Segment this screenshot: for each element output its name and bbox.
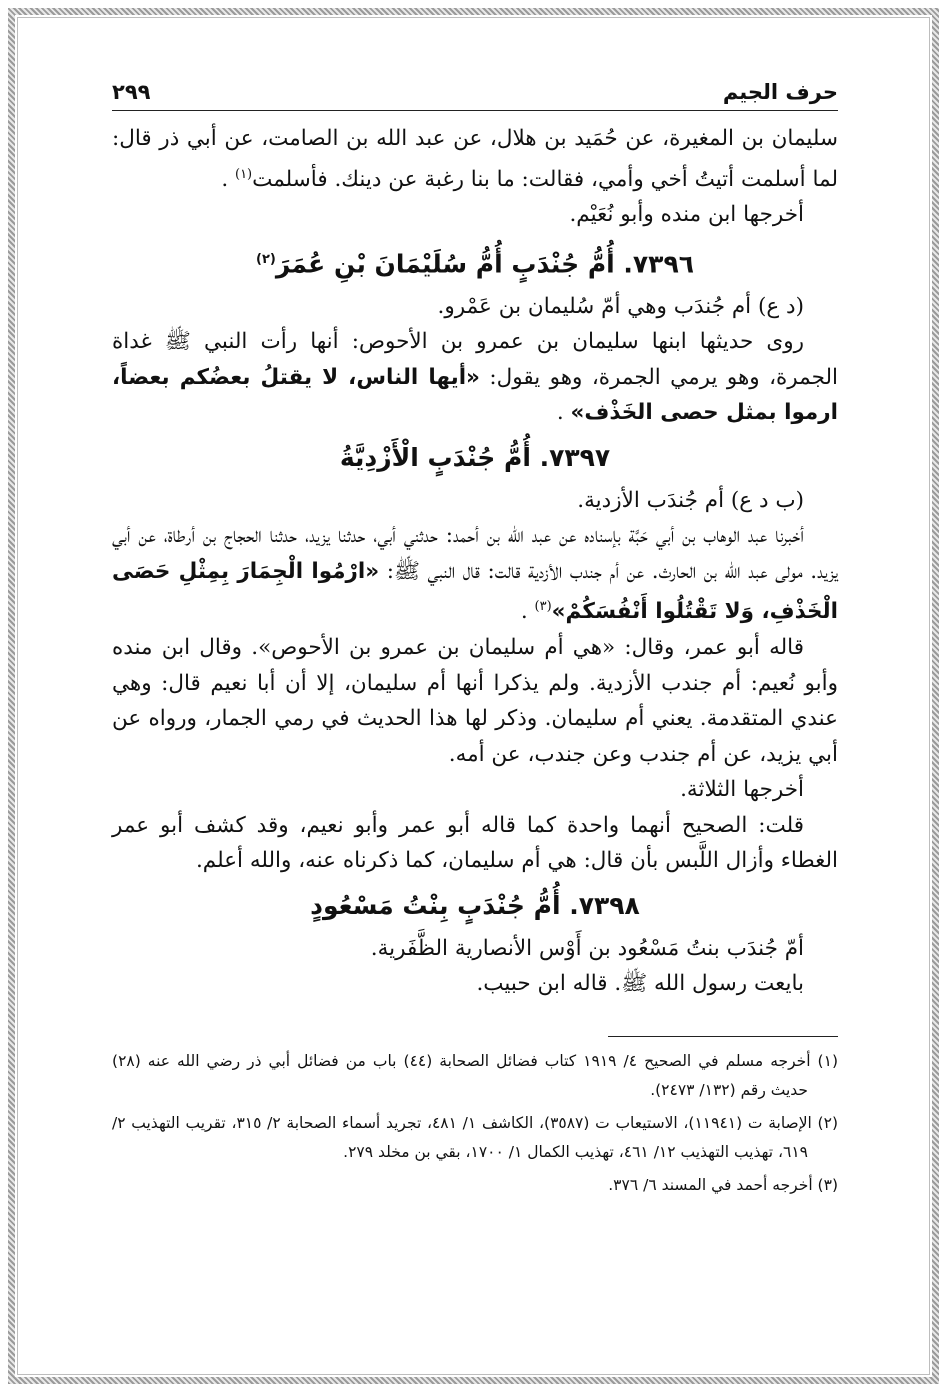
paragraph [112, 289, 838, 325]
footnote-marker: (١) [234, 166, 253, 182]
text-run: (د ع) أم جُندَب وهي أمّ سُليمان بن عَمْرو. [437, 293, 804, 319]
text-run: ٧٣٩٨. أُمُّ جُنْدَبٍ بِنْتُ مَسْعُودٍ [310, 890, 640, 920]
paragraph [112, 772, 838, 808]
text-run: ٧٣٩٧. أُمُّ جُنْدَبٍ الْأَزْدِيَّةُ [339, 442, 611, 472]
footnotes [112, 1047, 838, 1200]
entry-title [112, 435, 838, 481]
footnote: (٣) أخرجه أحمد في المسند ٦/ ٣٧٦. [608, 1175, 838, 1194]
text-run: ٧٣٩٦. أُمُّ جُنْدَبٍ أُمُّ سُلَيْمَانَ بْنِ عُمَرَ [275, 248, 694, 278]
text-run: بايعت رسول الله ﷺ. قاله ابن حبيب. [476, 971, 804, 997]
text-run: أخرجها الثلاثة. [680, 777, 804, 803]
footnote-marker: (٣) [534, 599, 552, 615]
text-run: روى حديثها ابنها سليمان بن عمرو بن الأحوص: أنها رأت النبي ﷺ غداة الجمرة، وهو يرمي الجمرة، وهو يقول: [112, 329, 838, 390]
footnote: (٢) الإصابة ت (١١٩٤١)، الاستيعاب ت (٣٥٨٧)، الكاشف ١/ ٤٨١، تجريد أسماء الصحابة ٢/ ٣١٥، تقريب التهذيب ٢/ ٦١٩، تهذيب التهذيب ١٢/ ٤٦١، تهذيب الكمال ١/ ١٧٠٠، بقي بن مخلد ٢٧٩. [112, 1113, 838, 1161]
text-run: أخرجها ابن منده وأبو نُعَيْم. [569, 202, 804, 228]
paragraph [112, 324, 838, 431]
paragraph [112, 121, 838, 197]
chapter-title: حرف الجيم [722, 80, 838, 104]
hadith-quote: «أيها الناس، لا يقتلُ بعضُكم بعضاً، ارموا بمثل حصى الخَذْف» [112, 364, 838, 426]
punctuation: . [556, 400, 571, 426]
paragraph [112, 197, 838, 233]
footnote: (١) أخرجه مسلم في الصحيح ٤/ ١٩١٩ كتاب فضائل الصحابة (٤٤) باب من فضائل أبي ذر رضي الله عنه (٢٨) حديث رقم (١٣٢/ ٢٤٧٣). [112, 1051, 838, 1099]
text-run: أمّ جُندَب بنتُ مَسْعُود بن أَوْس الأنصارية الظَّفَرية. [370, 935, 804, 961]
hadith-quote: «ارْمُوا الْجِمَارَ بِمِثْلِ حَصَى الْخَذْفِ، وَلا تَقْتُلُوا أَنْفُسَكُمْ» [112, 558, 838, 625]
footnote-marker: (٢) [256, 251, 276, 267]
entry-title [112, 237, 838, 287]
text-run: قلت: الصحيح أنهما واحدة كما قاله أبو عمر وأبو نعيم، وقد كشف أبو عمر الغطاء وأزال اللَّبس بأن قال: هي أم سليمان، كما ذكرناه عنه، والله أعلم. [112, 812, 838, 874]
page-number: ٢٩٩ [112, 80, 151, 104]
text-run: أخبرنا عبد الوهاب بن أبي حَبَّة بإسناده عن عبد الله بن أحمد: حدثني أبي، حدثنا يزيد، حدثنا الحجاج بن أرطاة، عن أبي يزيد. مولى عبد الله بن الحارث. عن أم جندب الأزدية قالت: قال النبي ﷺ: [112, 523, 838, 584]
entry-title [112, 883, 838, 929]
running-header [112, 80, 838, 111]
paragraph [112, 630, 838, 772]
paragraph [112, 931, 838, 967]
paragraph [112, 808, 838, 879]
punctuation: . [520, 599, 535, 625]
paragraph [112, 518, 838, 630]
text-run: (ب د ع) أم جُندَب الأزدية. [577, 487, 804, 513]
text-run: قاله أبو عمر، وقال: «هي أم سليمان بن عمرو بن الأحوص». وقال ابن منده وأبو نُعيم: أم جندب الأزدية. ولم يذكرا أنها أم سليمان، إلا أن أبا نعيم قال: وهي عندي المتقدمة. يعني أم سليمان. وذكر لها هذا الحديث في رمي الجمار، ورواه عن أبي يزيد، عن أم جندب وعن جندب، عن أمه. [112, 635, 838, 767]
footnote-separator [608, 1036, 838, 1037]
book-page [112, 80, 838, 1204]
paragraph [112, 483, 838, 519]
paragraph [112, 966, 838, 1002]
punctuation: . [221, 166, 235, 192]
text-run: سليمان بن المغيرة، عن حُمَيد بن هلال، عن عبد الله بن الصامت، عن أبي ذر قال: لما أسلمت أتيتُ أخي وأمي، فقالت: ما بنا رغبة عن دينك. فأسلمت [112, 126, 838, 192]
body-text [112, 121, 838, 1002]
